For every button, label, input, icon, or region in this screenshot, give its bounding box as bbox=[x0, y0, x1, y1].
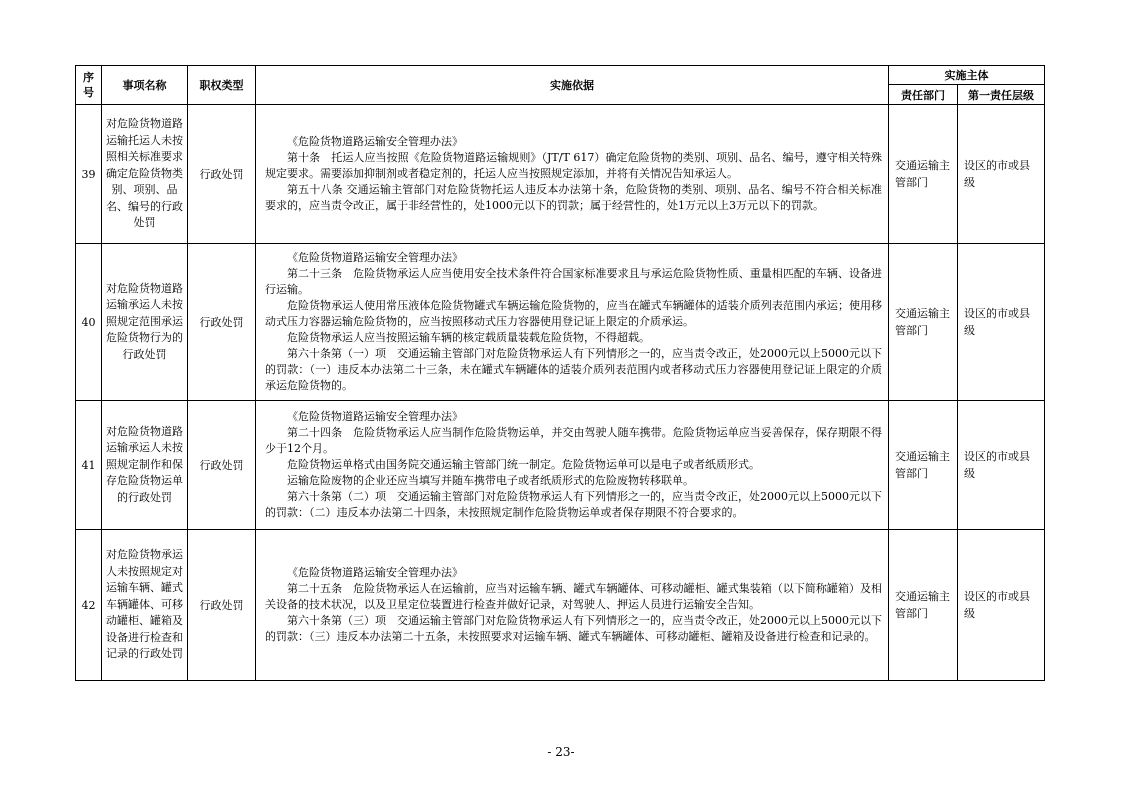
row-level: 设区的市或县级 bbox=[958, 530, 1045, 681]
row-name: 对危险货物承运人未按照规定对运输车辆、罐式车辆罐体、可移动罐柜、罐箱及设备进行检查和记录的行政处罚 bbox=[102, 530, 188, 681]
table-row bbox=[76, 401, 1045, 530]
basis-paragraph: 第十条 托运人应当按照《危险货物道路运输规则》（JT/T 617）确定危险货物的类别、项别、品名、编号，遵守相关特殊规定要求。需要添加抑制剂或者稳定剂的，托运人应当按照规定添加，并将有关情况告知承运人。 bbox=[265, 151, 882, 180]
basis-paragraph: 第六十条第（三）项 交通运输主管部门对危险货物承运人有下列情形之一的，应当责令改正，处2000元以上5000元以下的罚款：（三）违反本办法第二十五条，未按照要求对运输车辆、罐式车辆罐体、可移动罐柜、罐箱及设备进行检查和记录的。 bbox=[265, 614, 882, 643]
basis-paragraph: 第二十四条 危险货物承运人应当制作危险货物运单，并交由驾驶人随车携带。危险货物运单应当妥善保存，保存期限不得少于12个月。 bbox=[265, 426, 882, 455]
header-basis: 实施依据 bbox=[256, 66, 889, 105]
basis-paragraph: 第六十条第（一）项 交通运输主管部门对危险货物承运人有下列情形之一的，应当责令改正，处2000元以上5000元以下的罚款：（一）违反本办法第二十三条，未在罐式车辆罐体的适装介质列表范围内或者移动式压力容器使用登记证上限定的介质承运危险货物的。 bbox=[265, 347, 882, 392]
row-type: 行政处罚 bbox=[188, 530, 256, 681]
row-index: 41 bbox=[76, 401, 102, 530]
row-level: 设区的市或县级 bbox=[958, 244, 1045, 401]
header-dept: 责任部门 bbox=[889, 85, 958, 105]
row-index: 39 bbox=[76, 105, 102, 244]
row-dept: 交通运输主管部门 bbox=[889, 244, 958, 401]
header-type: 职权类型 bbox=[188, 66, 256, 105]
basis-paragraph: 《危险货物道路运输安全管理办法》 bbox=[287, 566, 463, 579]
page-number: - 23- bbox=[547, 745, 575, 759]
basis-paragraph: 危险货物承运人应当按照运输车辆的核定载质量装载危险货物，不得超载。 bbox=[287, 331, 650, 344]
basis-paragraph: 危险货物运单格式由国务院交通运输主管部门统一制定。危险货物运单可以是电子或者纸质形式。 bbox=[287, 458, 760, 471]
row-name: 对危险货物道路运输托运人未按照相关标准要求确定危险货物类别、项别、品名、编号的行政处罚 bbox=[102, 105, 188, 244]
enforcement-items-table bbox=[75, 65, 1045, 681]
row-type: 行政处罚 bbox=[188, 401, 256, 530]
basis-paragraph: 第二十三条 危险货物承运人应当使用安全技术条件符合国家标准要求且与承运危险货物性质、重量相匹配的车辆、设备进行运输。 bbox=[265, 267, 882, 296]
row-basis bbox=[256, 244, 889, 401]
row-level: 设区的市或县级 bbox=[958, 105, 1045, 244]
table-row bbox=[76, 105, 1045, 244]
row-dept: 交通运输主管部门 bbox=[889, 105, 958, 244]
header-index: 序号 bbox=[76, 66, 102, 105]
basis-paragraph: 第六十条第（二）项 交通运输主管部门对危险货物承运人有下列情形之一的，应当责令改正，处2000元以上5000元以下的罚款：（二）违反本办法第二十四条，未按照规定制作危险货物运单或者保存期限不符合要求的。 bbox=[265, 490, 882, 519]
row-dept: 交通运输主管部门 bbox=[889, 401, 958, 530]
header-level: 第一责任层级 bbox=[958, 85, 1045, 105]
header-name: 事项名称 bbox=[102, 66, 188, 105]
row-level: 设区的市或县级 bbox=[958, 401, 1045, 530]
row-basis bbox=[256, 530, 889, 681]
row-type: 行政处罚 bbox=[188, 105, 256, 244]
table-row bbox=[76, 530, 1045, 681]
row-basis bbox=[256, 401, 889, 530]
basis-paragraph: 运输危险废物的企业还应当填写并随车携带电子或者纸质形式的危险废物转移联单。 bbox=[287, 474, 694, 487]
header-subject: 实施主体 bbox=[889, 66, 1045, 85]
basis-paragraph: 《危险货物道路运输安全管理办法》 bbox=[287, 251, 463, 264]
table-row bbox=[76, 244, 1045, 401]
basis-paragraph: 第五十八条 交通运输主管部门对危险货物托运人违反本办法第十条，危险货物的类别、项别、品名、编号不符合相关标准要求的，应当责令改正，属于非经营性的，处1000元以下的罚款；属于经营性的，处1万元以上3万元以下的罚款。 bbox=[265, 183, 882, 212]
row-type: 行政处罚 bbox=[188, 244, 256, 401]
row-basis bbox=[256, 105, 889, 244]
basis-paragraph: 《危险货物道路运输安全管理办法》 bbox=[287, 410, 463, 423]
row-name: 对危险货物道路运输承运人未按照规定范围承运危险货物行为的行政处罚 bbox=[102, 244, 188, 401]
row-index: 40 bbox=[76, 244, 102, 401]
row-index: 42 bbox=[76, 530, 102, 681]
basis-paragraph: 危险货物承运人使用常压液体危险货物罐式车辆运输危险货物的，应当在罐式车辆罐体的适装介质列表范围内承运；使用移动式压力容器运输危险货物的，应当按照移动式压力容器使用登记证上限定的介质承运。 bbox=[265, 299, 882, 328]
row-name: 对危险货物道路运输承运人未按照规定制作和保存危险货物运单的行政处罚 bbox=[102, 401, 188, 530]
basis-paragraph: 第二十五条 危险货物承运人在运输前，应当对运输车辆、罐式车辆罐体、可移动罐柜、罐式集装箱（以下简称罐箱）及相关设备的技术状况，以及卫星定位装置进行检查并做好记录，对驾驶人、押运人员进行运输安全告知。 bbox=[265, 582, 882, 611]
row-dept: 交通运输主管部门 bbox=[889, 530, 958, 681]
basis-paragraph: 《危险货物道路运输安全管理办法》 bbox=[287, 135, 463, 148]
